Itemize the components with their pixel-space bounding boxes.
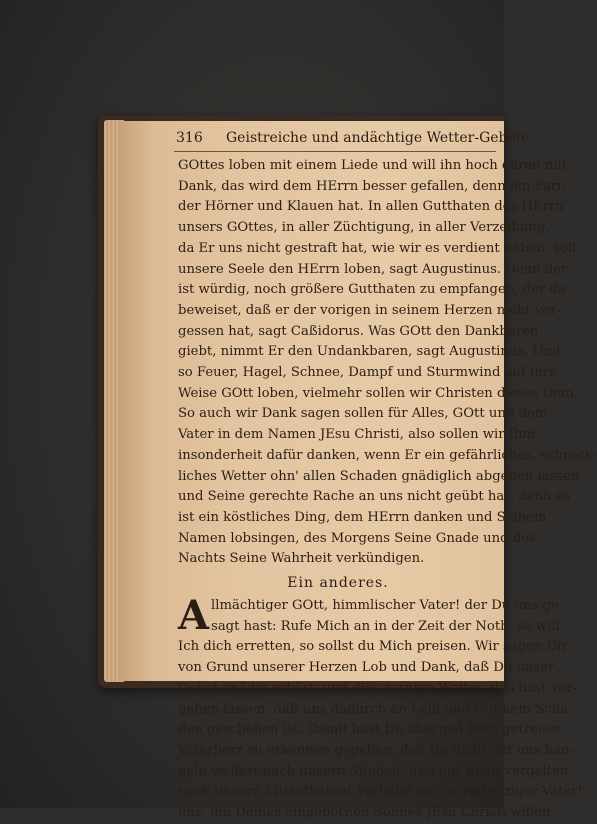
text-line: llmächtiger GOtt, himmlischer Vater! der Du uns ge- — [211, 598, 564, 614]
text-line: giebt, nimmt Er den Undankbaren, sagt Augustinus. Und — [178, 344, 561, 360]
text-line: Nachts Seine Wahrheit verkündigen. — [178, 551, 425, 567]
text-line: deln wollest nach unsern Sünden, und uns nicht vergelten — [178, 763, 569, 779]
text-line: Weise GOtt loben, vielmehr sollen wir Christen dieses thun. — [178, 385, 578, 401]
text-line: Dank, das wird dem HErrn besser gefallen, denn ein Farr, — [178, 178, 567, 194]
page-number: 316 — [176, 130, 203, 146]
text-line: Gebet gnädig erhört, und dies zornige Wetter also hast ver- — [178, 680, 577, 696]
text-line: der Hörner und Klauen hat. In allen Gutthaten des HErrn — [178, 199, 564, 215]
text-line: liches Wetter ohn' allen Schaden gnädiglich abgehen lassen — [178, 468, 580, 484]
text-line: beweiset, daß er der vorigen in seinem Herzen nicht ver- — [178, 302, 561, 318]
drop-cap: A — [178, 592, 210, 640]
text-line: uns, um Deines eingebornen Sohnes JEsu Christi willen, — [178, 805, 555, 821]
section-heading: Ein anderes. — [287, 575, 389, 592]
text-line: gehen lassen, daß uns dadurch an Leib und Gut kein Scha- — [178, 701, 573, 717]
text-line: Namen lobsingen, des Morgens Seine Gnade und des — [178, 530, 536, 546]
text-line: nach unsern Missethaten! Verleihe nur, barmherziger Vater! — [178, 784, 583, 800]
text-line: Ich dich erretten, so sollst du Mich preisen. Wir sagen Dir — [178, 639, 568, 655]
text-line: Vaterherz zu erkennen gegeben, daß Du nicht mit uns han- — [178, 742, 575, 758]
book-page — [118, 121, 597, 821]
text-line: von Grund unserer Herzen Lob und Dank, daß Du unser — [178, 660, 555, 676]
text-line: unsers GOttes, in aller Züchtigung, in aller Verzeihung, — [178, 220, 550, 236]
text-line: ist würdig, noch größere Gutthaten zu empfangen, der da — [178, 282, 566, 298]
text-line: den geschehen ist. Damit hast Du abermal Dein getreues — [178, 722, 561, 738]
running-title: Geistreiche und andächtige Wetter-Gebete. — [226, 130, 535, 146]
text-line: so Feuer, Hagel, Schnee, Dampf und Sturmwind auf ihre — [178, 365, 557, 381]
running-head — [176, 129, 535, 147]
text-line: So auch wir Dank sagen sollen für Alles, GOtt und dem — [178, 406, 548, 422]
text-line: sagt hast: Rufe Mich an in der Zeit der Noth, so will — [211, 618, 560, 634]
text-line: gessen hat, sagt Caßidorus. Was GOtt den Dankbaren — [178, 323, 539, 339]
text-line: Vater in dem Namen JEsu Christi, also sollen wir Ihm — [178, 427, 535, 443]
text-line: GOttes loben mit einem Liede und will ihn hoch ehren mit — [178, 158, 568, 173]
header-rule — [174, 151, 496, 152]
text-line: und Seine gerechte Rache an uns nicht geübt hat: denn es — [178, 489, 571, 505]
text-line: ist ein köstliches Ding, dem HErrn danken und Seinem — [178, 509, 547, 525]
text-line: insonderheit dafür danken, wenn Er ein gefährliches, schreck- — [178, 447, 597, 463]
text-line: da Er uns nicht gestraft hat, wie wir es verdient haben, soll — [178, 240, 577, 256]
body-text — [178, 156, 597, 824]
text-line: unsere Seele den HErrn loben, sagt Augustinus. Denn der — [178, 261, 568, 277]
paragraph-2 — [178, 592, 583, 824]
paragraph-1 — [178, 156, 597, 570]
